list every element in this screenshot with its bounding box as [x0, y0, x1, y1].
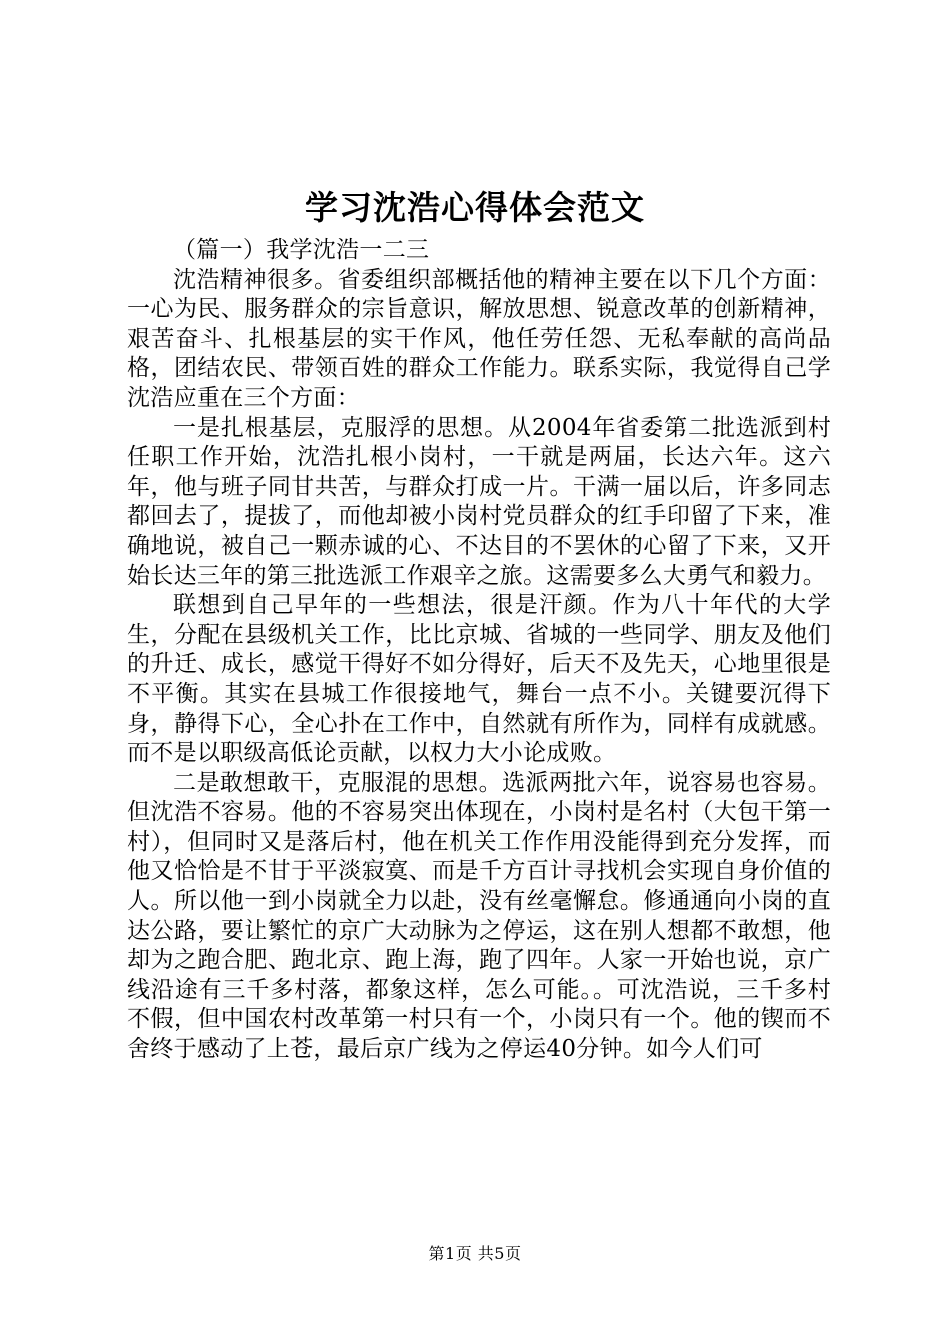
paragraph-reflection: 联想到自己早年的一些想法，很是汗颜。作为八十年代的大学生，分配在县级机关工作，比比京城、省城的一些同学、朋友及他们的升迁、成长，感觉干得好不如分得好，后天不及先天，心地里很是不平衡。其实在县城工作很接地气，舞台一点不小。关键要沉得下身，静得下心，全心扑在工作中，自然就有所作为，同样有成就感。而不是以职级高低论贡献，以权力大小论成败。	[127, 592, 831, 767]
document-title: 学习沈浩心得体会范文	[305, 188, 645, 227]
paragraph-point-one: 一是扎根基层，克服浮的思想。从2004年省委第二批选派到村任职工作开始，沈浩扎根小岗村，一干就是两届，长达六年。这六年，他与班子同甘共苦，与群众打成一片。干满一届以后，许多同志都回去了，提拔了，而他却被小岗村党员群众的红手印留了下来，准确地说，被自己一颗赤诚的心、不达目的不罢休的心留了下来，又开始长达三年的第三批选派工作艰辛之旅。这需要多么大勇气和毅力。	[127, 414, 831, 589]
document-body	[127, 236, 831, 1065]
paragraph-point-two: 二是敢想敢干，克服混的思想。选派两批六年，说容易也容易。但沈浩不容易。他的不容易突出体现在，小岗村是名村（大包干第一村），但同时又是落后村，他在机关工作作用没能得到充分发挥，而他又恰恰是不甘于平淡寂寞、而是千方百计寻找机会实现自身价值的人。所以他一到小岗就全力以赴，没有丝毫懈怠。修通通向小岗的直达公路，要让繁忙的京广大动脉为之停运，这在别人想都不敢想，他却为之跑合肥、跑北京、跑上海，跑了四年。人家一开始也说，京广线沿途有三千多村落，都象这样，怎么可能。。可沈浩说，三千多村不假，但中国农村改革第一村只有一个，小岗只有一个。他的锲而不舍终于感动了上苍，最后京广线为之停运40分钟。如今人们可	[127, 769, 831, 1063]
page-number-footer: 第1页 共5页	[428, 1244, 522, 1263]
section-heading: （篇一）我学沈浩一二三	[173, 237, 430, 263]
paragraph-intro: 沈浩精神很多。省委组织部概括他的精神主要在以下几个方面：一心为民、服务群众的宗旨意识，解放思想、锐意改革的创新精神，艰苦奋斗、扎根基层的实干作风，他任劳任怨、无私奉献的高尚品格，团结农民、带领百姓的群众工作能力。联系实际，我觉得自己学沈浩应重在三个方面：	[127, 266, 831, 411]
